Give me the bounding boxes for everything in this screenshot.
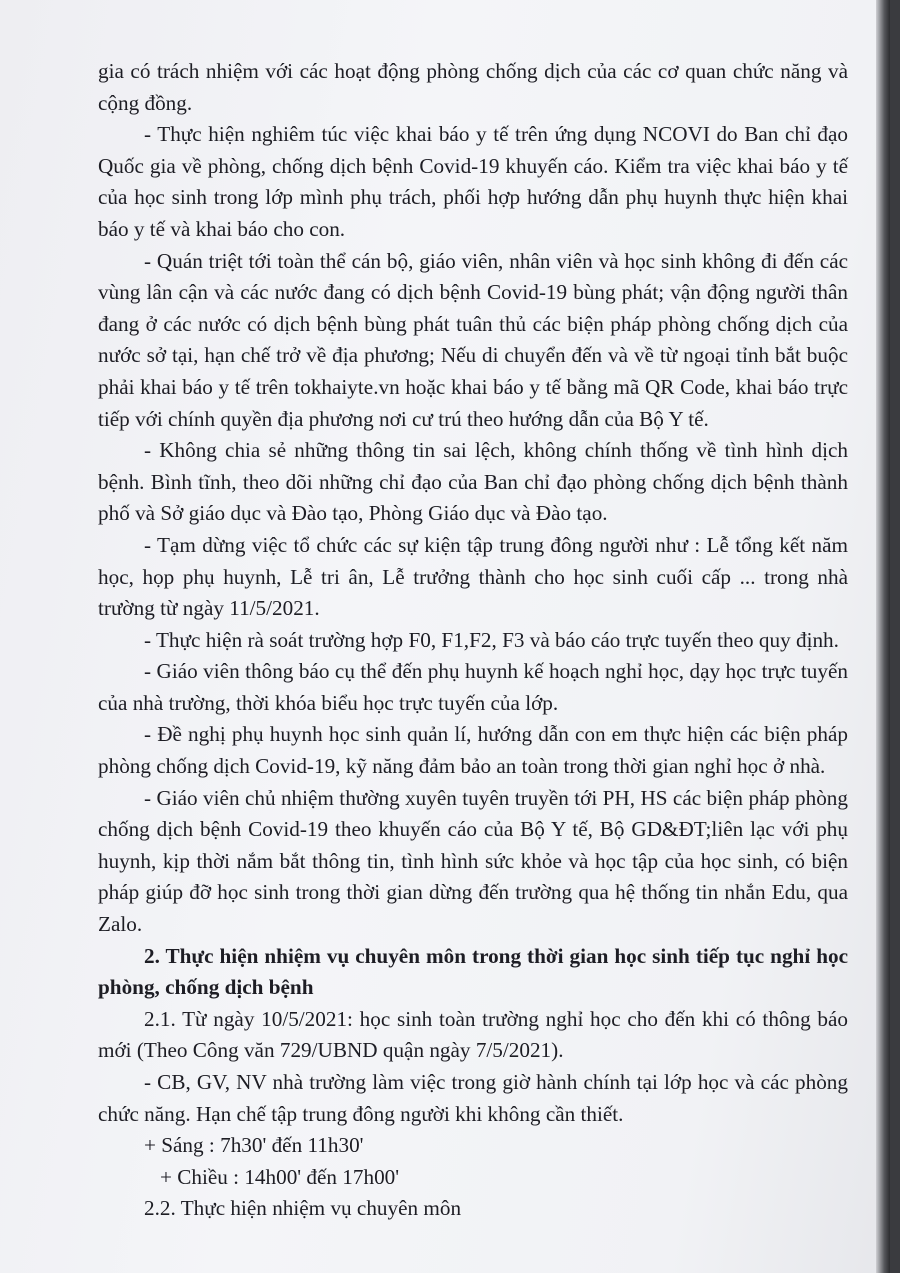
paragraph-2-2: 2.2. Thực hiện nhiệm vụ chuyên môn <box>144 1196 462 1221</box>
paragraph-travel: - Quán triệt tới toàn thể cán bộ, giáo viên, nhân viên và học sinh không đi đến các vùng lân cận và các nước đang có dịch bệnh Covid-19 bùng phát; vận động người thân đang ở các nước có dịch bệnh bùng phát tuân thủ các biện pháp phòng chống dịch của nước sở tại, hạn chế trở về địa phương; Nếu di chuyển đến và về từ ngoại tỉnh bắt buộc phải khai báo y tế trên tokhaiyte.vn hoặc khai báo y tế bằng mã QR Code, khai báo trực tiếp với chính quyền địa phương nơi cư trú theo hướng dẫn của Bộ Y tế. <box>98 248 848 431</box>
paragraph-events: - Tạm dừng việc tổ chức các sự kiện tập trung đông người như : Lễ tổng kết năm học, họp phụ huynh, Lễ tri ân, Lễ trưởng thành cho học sinh cuối cấp ... trong nhà trường từ ngày 11/5/2021. <box>98 532 848 621</box>
paragraph-misinformation: - Không chia sẻ những thông tin sai lệch, không chính thống về tình hình dịch bệnh. Bình tĩnh, theo dõi những chỉ đạo của Ban chỉ đạo phòng chống dịch bệnh thành phố và Sở giáo dục và Đào tạo, Phòng Giáo dục và Đào tạo. <box>98 438 848 526</box>
paragraph-continuation: gia có trách nhiệm với các hoạt động phòng chống dịch của các cơ quan chức năng và cộng đồng. <box>98 59 848 115</box>
document-body <box>98 56 848 1225</box>
schedule-afternoon: + Chiều : 14h00' đến 17h00' <box>160 1164 400 1189</box>
paragraph-staff-hours: - CB, GV, NV nhà trường làm việc trong giờ hành chính tại lớp học và các phòng chức năng. Hạn chế tập trung đông người khi không cần thiết. <box>98 1070 848 1126</box>
paragraph-2-1: 2.1. Từ ngày 10/5/2021: học sinh toàn trường nghỉ học cho đến khi có thông báo mới (Theo Công văn 729/UBND quận ngày 7/5/2021). <box>98 1006 848 1063</box>
paragraph-f0-review: - Thực hiện rà soát trường hợp F0, F1,F2, F3 và báo cáo trực tuyến theo quy định. <box>144 627 839 652</box>
paragraph-teacher-notice: - Giáo viên thông báo cụ thể đến phụ huynh kế hoạch nghỉ học, dạy học trực tuyến của nhà trường, thời khóa biểu học trực tuyến của lớp. <box>98 659 848 715</box>
page-edge-shadow <box>876 0 890 1273</box>
paragraph-homeroom: - Giáo viên chủ nhiệm thường xuyên tuyên truyền tới PH, HS các biện pháp phòng chống dịch bệnh Covid-19 theo khuyến cáo của Bộ Y tế, Bộ GD&ĐT;liên lạc với phụ huynh, kịp thời nắm bắt thông tin, tình hình sức khỏe và học tập của học sinh, có biện pháp giúp đỡ học sinh trong thời gian dừng đến trường qua hệ thống tin nhắn Edu, qua Zalo. <box>98 785 848 937</box>
paragraph-parent-request: - Đề nghị phụ huynh học sinh quản lí, hướng dẫn con em thực hiện các biện pháp phòng chống dịch Covid-19, kỹ năng đảm bảo an toàn trong thời gian nghỉ học ở nhà. <box>98 722 848 779</box>
schedule-morning: + Sáng : 7h30' đến 11h30' <box>144 1133 364 1158</box>
paragraph-ncovi: - Thực hiện nghiêm túc việc khai báo y tế trên ứng dụng NCOVI do Ban chỉ đạo Quốc gia về phòng, chống dịch bệnh Covid-19 khuyến cáo. Kiểm tra việc khai báo y tế của học sinh trong lớp mình phụ trách, phối hợp hướng dẫn phụ huynh thực hiện khai báo y tế và khai báo cho con. <box>98 122 848 241</box>
section-heading-2: 2. Thực hiện nhiệm vụ chuyên môn trong thời gian học sinh tiếp tục nghỉ học phòng, chống dịch bệnh <box>98 943 848 1000</box>
